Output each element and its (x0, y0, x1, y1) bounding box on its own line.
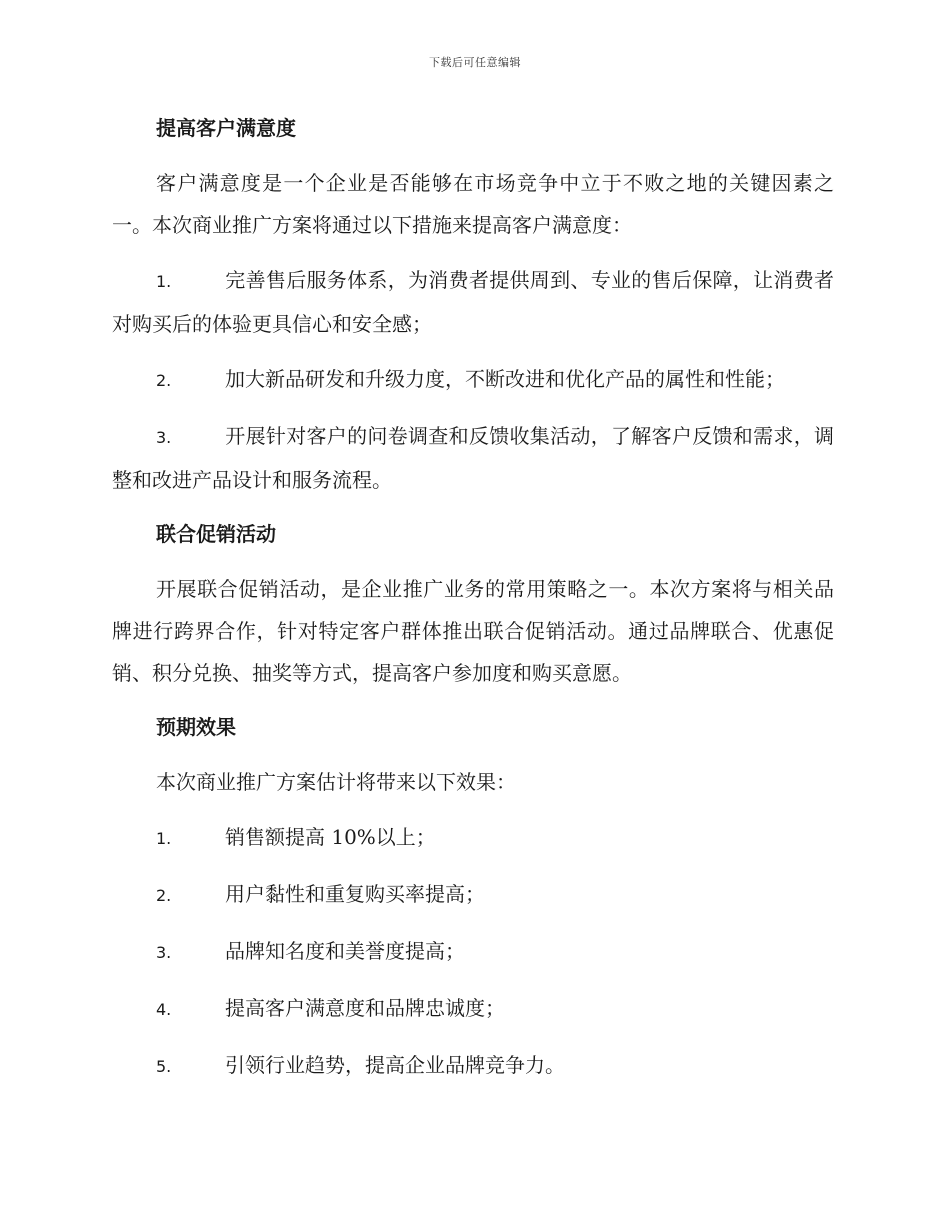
list-item (112, 259, 834, 345)
list-number: 5. (156, 1057, 172, 1076)
list-item (112, 873, 834, 917)
list-text: 引领行业趋势，提高企业品牌竞争力。 (225, 1053, 565, 1077)
list-number: 2. (156, 886, 172, 905)
section-heading-promotion: 联合促销活动 (156, 522, 276, 546)
list-text: 提高客户满意度和品牌忠诚度； (225, 996, 505, 1020)
document-body (112, 108, 834, 1088)
list-item (112, 987, 834, 1031)
list-text: 开展针对客户的问卷调查和反馈收集活动，了解客户反馈和需求，调整和改进产品设计和服务流程。 (112, 424, 834, 492)
list-text: 加大新品研发和升级力度，不断改进和优化产品的属性和性能； (225, 367, 785, 391)
list-item (112, 1044, 834, 1088)
satisfaction-intro: 客户满意度是一个企业是否能够在市场竞争中立于不败之地的关键因素之一。本次商业推广方案将通过以下措施来提高客户满意度： (112, 171, 834, 237)
list-text: 品牌知名度和美誉度提高； (225, 939, 465, 963)
section-heading-effects: 预期效果 (156, 715, 236, 739)
promotion-body: 开展联合促销活动，是企业推广业务的常用策略之一。本次方案将与相关品牌进行跨界合作，针对特定客户群体推出联合促销活动。通过品牌联合、优惠促销、积分兑换、抽奖等方式，提高客户参加度和购买意愿。 (112, 577, 834, 685)
list-item (112, 816, 834, 860)
section-heading-satisfaction: 提高客户满意度 (156, 116, 296, 140)
list-number: 1. (156, 272, 172, 291)
list-item (112, 415, 834, 501)
effects-intro: 本次商业推广方案估计将带来以下效果： (156, 770, 516, 794)
list-number: 1. (156, 829, 172, 848)
list-number: 4. (156, 1000, 172, 1019)
list-text: 用户黏性和重复购买率提高； (225, 882, 485, 906)
list-number: 3. (156, 943, 172, 962)
list-text: 销售额提高 10%以上； (225, 825, 436, 849)
list-item (112, 358, 834, 402)
list-number: 3. (156, 428, 172, 447)
list-number: 2. (156, 371, 172, 390)
list-item (112, 930, 834, 974)
list-text: 完善售后服务体系，为消费者提供周到、专业的售后保障，让消费者对购买后的体验更具信心和安全感； (112, 268, 834, 336)
page-header: 下载后可任意编辑 (429, 56, 521, 69)
